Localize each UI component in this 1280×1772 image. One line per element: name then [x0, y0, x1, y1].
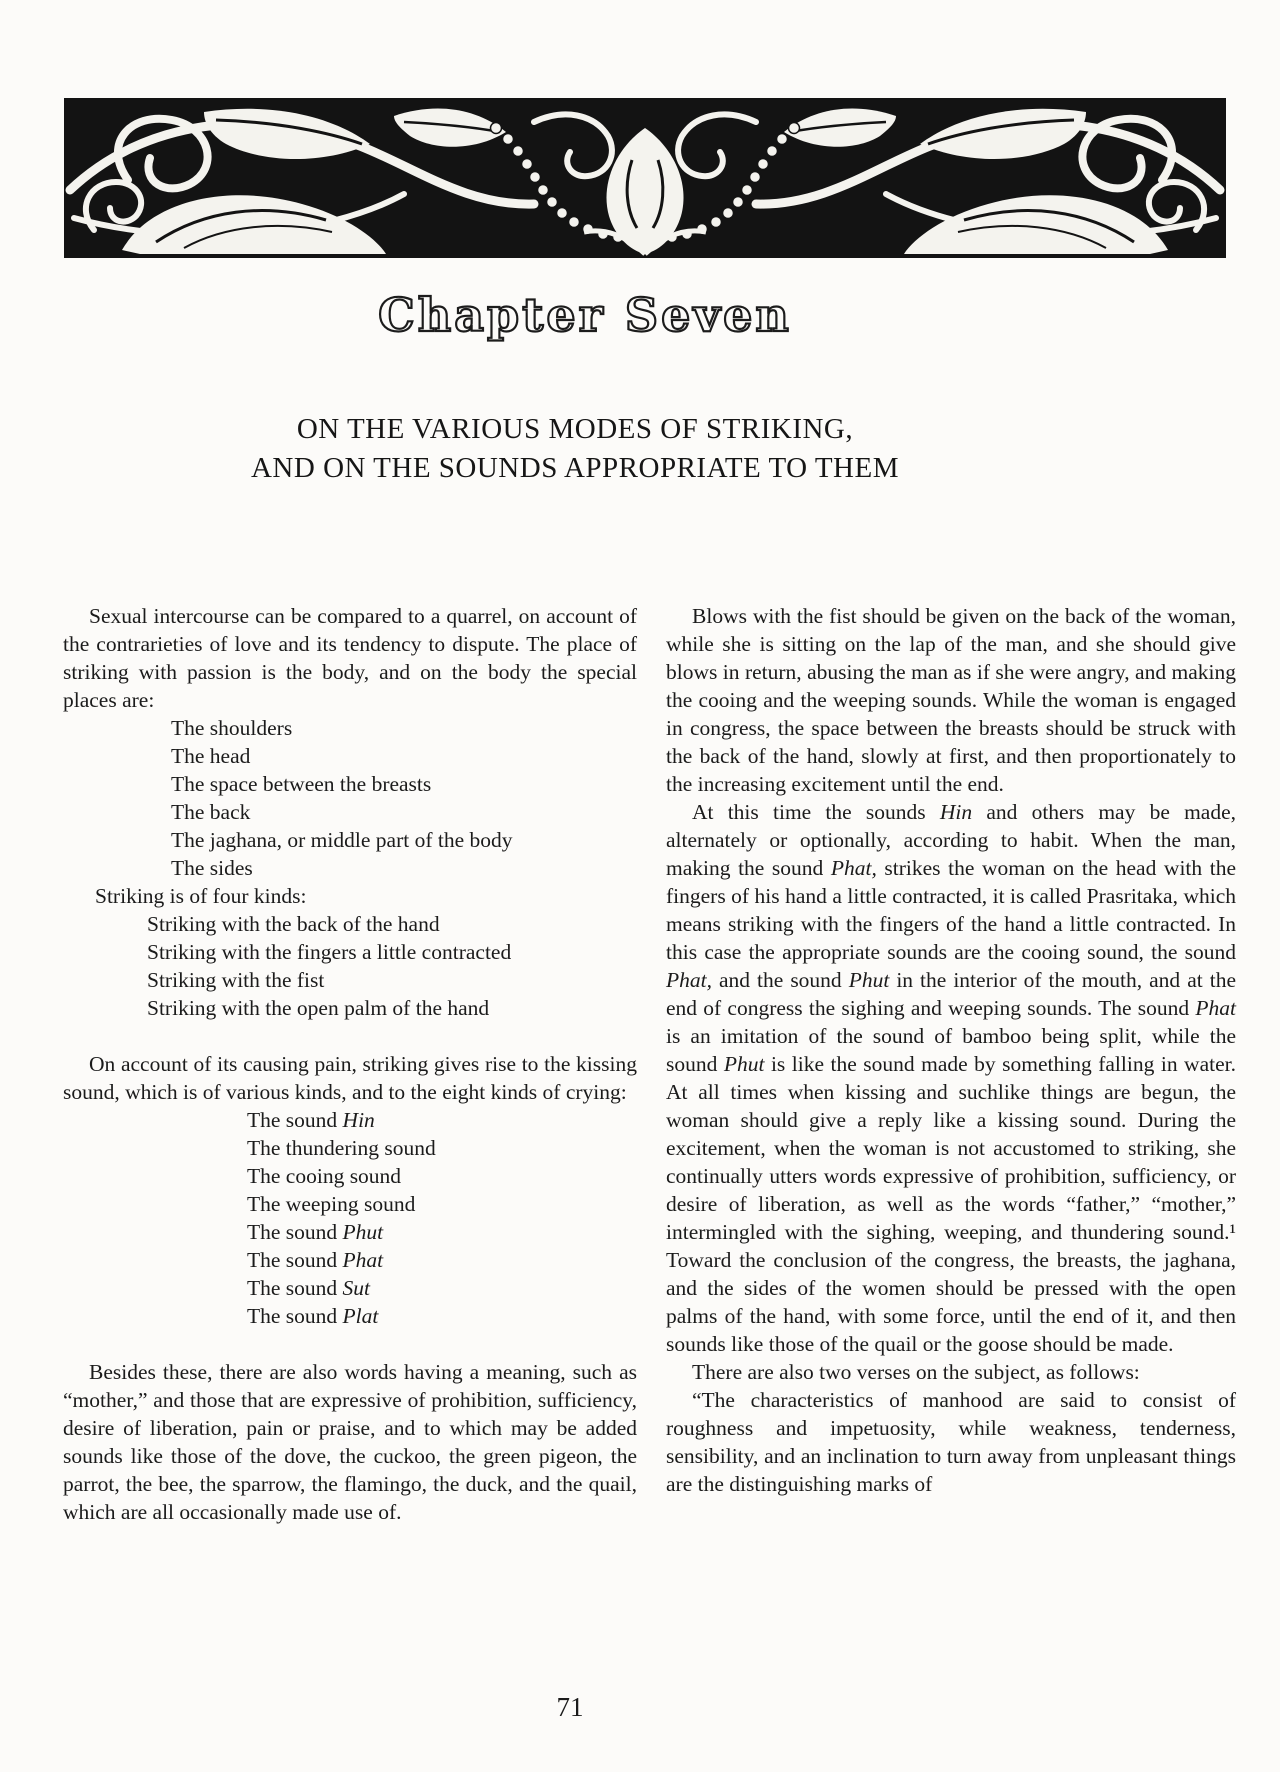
list-item	[171, 854, 637, 882]
list-item	[147, 910, 637, 938]
kinds-intro: Striking is of four kinds:	[95, 884, 307, 908]
left-column	[63, 602, 637, 1526]
text-run: The sound	[247, 1108, 343, 1132]
chapter-title	[0, 410, 1150, 488]
text-run: The space between the breasts	[171, 772, 432, 796]
text-run-italic: Sut	[342, 1276, 371, 1300]
paragraph-besides-these: Besides these, there are also words having a meaning, such as “mother,” and those that are expressive of prohibition, sufficiency, desire of liberation, pain or praise, and to which may be added sounds like those of the dove, the cuckoo, the green pigeon, the parrot, the bee, the sparrow, the flamingo, the duck, and the quail, which are all occasionally made use of.	[63, 1360, 637, 1524]
list-item	[171, 742, 637, 770]
text-run: The weeping sound	[247, 1192, 416, 1216]
text-run: The thundering sound	[247, 1136, 436, 1160]
text-run-italic: Phat,	[666, 968, 712, 992]
list-item	[171, 770, 637, 798]
text-run: and others may be made, alternately or optionally, according to habit. When the man, making the sound	[666, 800, 1237, 880]
paragraph-two-verses: There are also two verses on the subject, as follows:	[692, 1360, 1140, 1384]
text-run: is an imitation of the sound of bamboo being split, while the sound	[666, 1024, 1236, 1076]
text-run: The back	[171, 800, 251, 824]
floral-woodcut-ornament-icon	[64, 98, 1226, 258]
text-run: and the sound	[711, 968, 849, 992]
chapter-title-line2: AND ON THE SOUNDS APPROPRIATE TO THEM	[250, 452, 899, 484]
kinds-list	[147, 910, 637, 1022]
sounds-list	[247, 1106, 637, 1330]
text-run: The head	[171, 744, 251, 768]
list-item	[247, 1162, 637, 1190]
text-run: Striking with the open palm of the hand	[147, 996, 490, 1020]
text-run-italic: Phat	[1195, 996, 1236, 1020]
text-run-italic: Phat	[342, 1248, 384, 1272]
ornament-band	[64, 98, 1226, 258]
text-run: The jaghana, or middle part of the body	[171, 828, 513, 852]
list-item	[147, 966, 637, 994]
text-run: strikes the woman on the head with the fingers of his hand a little contracted, it is called Prasritaka, which means striking with the fingers of the hand a little contracted. In this case the appropriate sounds are the cooing sound, the sound	[666, 856, 1236, 964]
list-item	[171, 798, 637, 826]
text-run: Striking with the back of the hand	[147, 912, 440, 936]
text-run: The cooing sound	[247, 1164, 402, 1188]
text-run-italic: Phat,	[830, 856, 877, 880]
text-run: The shoulders	[171, 716, 293, 740]
text-run: Striking with the fist	[147, 968, 325, 992]
list-item	[147, 938, 637, 966]
list-item	[247, 1106, 637, 1134]
chapter-title-line1: ON THE VARIOUS MODES OF STRIKING,	[296, 413, 854, 445]
text-run-italic: Phut	[723, 1052, 765, 1076]
list-item	[171, 714, 637, 742]
text-run-italic: Hin	[939, 800, 973, 824]
paragraph-sounds-hin	[666, 798, 1236, 1358]
list-item	[247, 1274, 637, 1302]
text-run: The sides	[171, 856, 253, 880]
text-run: Striking with the fingers a little contracted	[147, 940, 512, 964]
list-item	[147, 994, 637, 1022]
chapter-heading: Chapter Seven	[378, 288, 792, 342]
paragraph-blows-with-fist: Blows with the fist should be given on the back of the woman, while she is sitting on the lap of the man, and she should give blows in return, abusing the man as if she were angry, and making the cooing and the weeping sounds. While the woman is engaged in congress, the space between the breasts should be struck with the back of the hand, slowly at first, and then proportionately to the increasing excitement until the end.	[666, 604, 1236, 796]
text-run: The sound	[247, 1220, 343, 1244]
text-run: At this time the sounds	[692, 800, 940, 824]
text-run-italic: Phut	[848, 968, 890, 992]
paragraph-characteristics: “The characteristics of manhood are said to consist of roughness and impetuosity, while weakness, tenderness, sensibility, and an inclination to turn away from unpleasant things are the distinguishing marks of	[666, 1388, 1236, 1496]
list-item	[247, 1302, 637, 1330]
text-run: is like the sound made by something falling in water. At all times when kissing and suchlike things are begun, the woman should give a reply like a kissing sound. During the excitement, when the woman is not accustomed to striking, she continually utters words expressive of prohibition, sufficiency, or desire of liberation, as well as the words “father,” “mother,” intermingled with the sighing, weeping, and thundering sound.¹ Toward the conclusion of the congress, the breasts, the jaghana, and the sides of the women should be pressed with the open palms of the hand, with some force, until the end of it, and then sounds like those of the quail or the goose should be made.	[666, 1052, 1236, 1356]
paragraph-striking-places: Sexual intercourse can be compared to a quarrel, on account of the contrarieties of love and its tendency to dispute. The place of striking with passion is the body, and on the body the special places are:	[63, 604, 637, 712]
list-item	[247, 1218, 637, 1246]
page-number: 71	[556, 1692, 584, 1722]
list-item	[247, 1246, 637, 1274]
text-run: The sound	[247, 1248, 343, 1272]
list-item	[247, 1134, 637, 1162]
text-run-italic: Hin	[342, 1108, 375, 1132]
places-list	[171, 714, 637, 882]
text-run: in the interior of the mouth, and at the end of congress the sighing and weeping sounds. The sound	[666, 968, 1236, 1020]
text-run: The sound	[247, 1276, 343, 1300]
right-column	[666, 602, 1236, 1498]
paragraph-crying-kinds: On account of its causing pain, striking gives rise to the kissing sound, which is of various kinds, and to the eight kinds of crying:	[63, 1052, 637, 1104]
text-run-italic: Phut	[342, 1220, 384, 1244]
text-run: The sound	[247, 1304, 343, 1328]
text-run-italic: Plat	[342, 1304, 379, 1328]
list-item	[171, 826, 637, 854]
list-item	[247, 1190, 637, 1218]
